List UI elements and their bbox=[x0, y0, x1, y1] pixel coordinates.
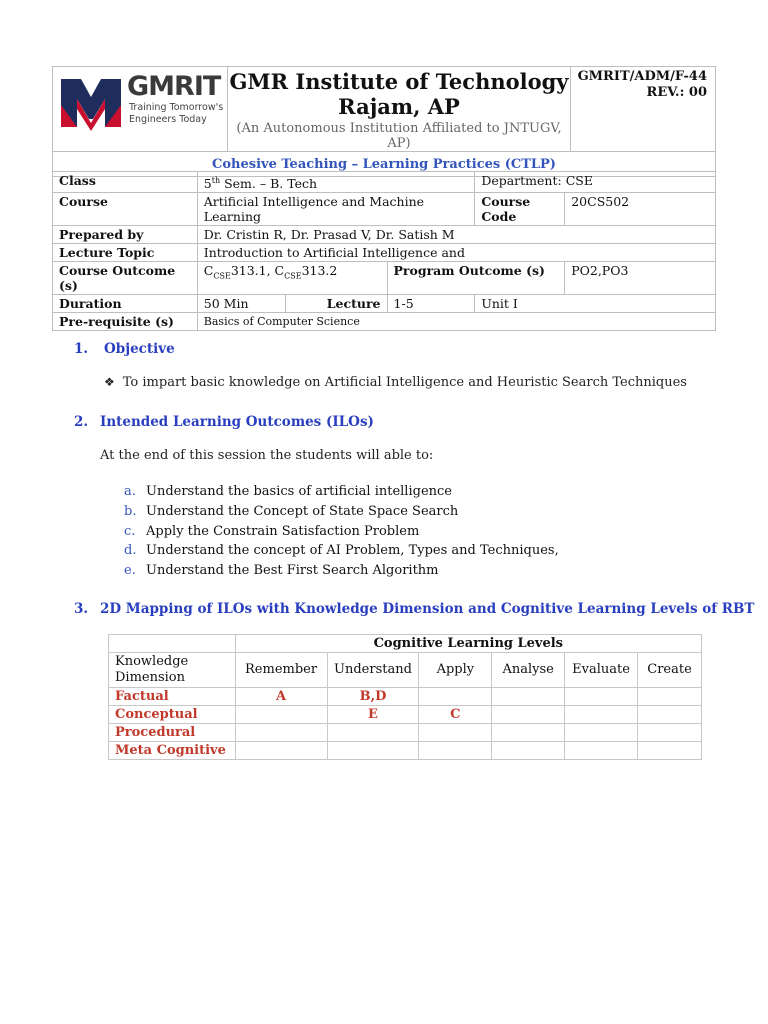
course-info-table bbox=[52, 171, 716, 331]
row-topic bbox=[53, 244, 716, 262]
rbt-cell bbox=[235, 742, 327, 760]
duration-label: Duration bbox=[53, 295, 198, 313]
ilo-letter: a. bbox=[124, 484, 136, 499]
rbt-cell: C bbox=[419, 706, 492, 724]
section-objective-heading bbox=[74, 341, 175, 357]
logo-tagline-line1: Training Tomorrow's bbox=[129, 102, 224, 113]
rbt-row bbox=[109, 688, 702, 706]
ilo-item bbox=[124, 561, 559, 581]
course-code-label: Course Code bbox=[475, 193, 565, 226]
row-class bbox=[53, 172, 716, 193]
co-sub1: CSE bbox=[213, 271, 231, 281]
po-value: PO2,PO3 bbox=[565, 262, 716, 295]
ilo-letter: c. bbox=[124, 523, 136, 539]
rbt-kd-header-line1: Knowledge bbox=[115, 654, 189, 669]
co-v1: 313.1, bbox=[230, 263, 275, 279]
section-ilo-heading bbox=[74, 414, 374, 430]
rbt-cell bbox=[565, 706, 638, 724]
section-ilo-title: Intended Learning Outcomes (ILOs) bbox=[100, 414, 374, 430]
rbt-level-header: Evaluate bbox=[565, 653, 638, 688]
rbt-cell bbox=[638, 688, 702, 706]
institute-name: GMR Institute of Technology bbox=[229, 69, 569, 94]
prepared-label: Prepared by bbox=[53, 226, 198, 244]
rbt-cell bbox=[235, 706, 327, 724]
class-label: Class bbox=[53, 172, 198, 193]
co-sub2: CSE bbox=[284, 271, 302, 281]
rbt-cell bbox=[235, 724, 327, 742]
doc-revision: REV.: 00 bbox=[646, 85, 707, 100]
rbt-cell bbox=[492, 706, 565, 724]
gmrit-logo-icon bbox=[61, 75, 123, 131]
rbt-cell: A bbox=[235, 688, 327, 706]
institute-location: Rajam, AP bbox=[338, 94, 460, 119]
row-course bbox=[53, 193, 716, 226]
topic-value: Introduction to Artificial Intelligence and bbox=[197, 244, 715, 262]
ilo-text: Understand the Best First Search Algorithm bbox=[146, 563, 439, 579]
row-prereq bbox=[53, 313, 716, 331]
course-label: Course bbox=[53, 193, 198, 226]
ilo-item bbox=[124, 541, 559, 561]
department-value: Department: CSE bbox=[475, 172, 716, 193]
section-ilo-number: 2. bbox=[74, 414, 89, 430]
lecture-value: 1-5 bbox=[387, 295, 475, 313]
rbt-cell bbox=[492, 742, 565, 760]
rbt-kd-header-line2: Dimension bbox=[115, 670, 186, 685]
doc-code: GMRIT/ADM/F-44 bbox=[577, 69, 707, 84]
rbt-level-header: Understand bbox=[327, 653, 419, 688]
rbt-cell bbox=[327, 724, 419, 742]
section-objective-number: 1. bbox=[74, 341, 89, 357]
logo-wordmark: GMRIT bbox=[127, 71, 221, 102]
prereq-label: Pre-requisite (s) bbox=[53, 313, 198, 331]
rbt-cell bbox=[638, 724, 702, 742]
objective-text: To impart basic knowledge on Artificial Intelligence and Heuristic Search Techniques bbox=[122, 375, 687, 390]
rbt-cell bbox=[419, 688, 492, 706]
section-mapping-number: 3. bbox=[74, 601, 89, 617]
class-rest: Sem. – B. Tech bbox=[220, 176, 318, 192]
ilo-text: Understand the concept of AI Problem, Types and Techniques, bbox=[146, 543, 559, 559]
rbt-cell bbox=[492, 724, 565, 742]
course-code-value: 20CS502 bbox=[565, 193, 716, 226]
prepared-value: Dr. Cristin R, Dr. Prasad V, Dr. Satish M bbox=[197, 226, 715, 244]
rbt-cell bbox=[565, 688, 638, 706]
ilo-letter: e. bbox=[124, 563, 136, 579]
ilo-list bbox=[124, 482, 559, 581]
row-duration bbox=[53, 295, 716, 313]
objective-text-line bbox=[104, 375, 687, 390]
rbt-cell: B,D bbox=[327, 688, 419, 706]
rbt-cell bbox=[565, 724, 638, 742]
document-header bbox=[52, 66, 716, 177]
rbt-mapping-table bbox=[108, 634, 702, 760]
lecture-label: Lecture bbox=[285, 295, 387, 313]
class-sup: th bbox=[211, 176, 221, 185]
row-prepared bbox=[53, 226, 716, 244]
logo-cell bbox=[53, 67, 228, 152]
prereq-value: Basics of Computer Science bbox=[197, 313, 715, 331]
rbt-row bbox=[109, 724, 702, 742]
rbt-level-header-row bbox=[109, 653, 702, 688]
ilo-text: Understand the Concept of State Space Search bbox=[146, 503, 459, 519]
duration-value: 50 Min bbox=[197, 295, 285, 313]
class-value bbox=[197, 172, 475, 193]
ilo-letter: b. bbox=[124, 503, 137, 519]
rbt-corner-cell bbox=[109, 635, 236, 653]
ilo-item bbox=[124, 482, 559, 502]
rbt-cell bbox=[419, 724, 492, 742]
course-value: Artificial Intelligence and Machine Learning bbox=[197, 193, 475, 226]
ilo-item bbox=[124, 502, 559, 522]
ilo-intro: At the end of this session the students will able to: bbox=[100, 448, 434, 463]
section-objective-title: Objective bbox=[104, 341, 175, 357]
ilo-item bbox=[124, 522, 559, 542]
rbt-kd-header bbox=[109, 653, 236, 688]
doc-code-cell bbox=[571, 67, 716, 152]
rbt-row bbox=[109, 706, 702, 724]
co-c2: C bbox=[274, 263, 285, 279]
class-num: 5 bbox=[203, 176, 212, 192]
section-mapping-title: 2D Mapping of ILOs with Knowledge Dimension and Cognitive Learning Levels of RBT bbox=[100, 601, 755, 617]
rbt-dimension: Procedural bbox=[109, 724, 236, 742]
po-label: Program Outcome (s) bbox=[387, 262, 565, 295]
rbt-cell: E bbox=[327, 706, 419, 724]
rbt-row bbox=[109, 742, 702, 760]
logo-tagline-line2: Engineers Today bbox=[129, 114, 207, 125]
title-cell bbox=[228, 67, 571, 152]
ctlp-title: Cohesive Teaching – Learning Practices (CTLP) bbox=[53, 152, 716, 177]
diamond-bullet-icon: ❖ bbox=[104, 375, 115, 389]
ilo-text: Apply the Constrain Satisfaction Problem bbox=[146, 523, 420, 539]
row-outcomes bbox=[53, 262, 716, 295]
rbt-dimension: Factual bbox=[109, 688, 236, 706]
rbt-level-header: Analyse bbox=[492, 653, 565, 688]
co-v2: 313.2 bbox=[301, 263, 338, 279]
ilo-letter: d. bbox=[124, 543, 137, 559]
co-c1: C bbox=[203, 263, 214, 279]
rbt-cell bbox=[638, 706, 702, 724]
topic-label: Lecture Topic bbox=[53, 244, 198, 262]
unit-value: Unit I bbox=[475, 295, 716, 313]
logo-tagline bbox=[129, 102, 223, 126]
rbt-level-header: Remember bbox=[235, 653, 327, 688]
institute-affiliation: (An Autonomous Institution Affiliated to JNTUGV, AP) bbox=[236, 121, 562, 151]
rbt-cell bbox=[419, 742, 492, 760]
rbt-group-header-row bbox=[109, 635, 702, 653]
rbt-cell bbox=[638, 742, 702, 760]
co-label: Course Outcome (s) bbox=[53, 262, 198, 295]
rbt-dimension: Meta Cognitive bbox=[109, 742, 236, 760]
co-value bbox=[197, 262, 387, 295]
rbt-dimension: Conceptual bbox=[109, 706, 236, 724]
ilo-text: Understand the basics of artificial intelligence bbox=[146, 484, 452, 499]
rbt-level-header: Apply bbox=[419, 653, 492, 688]
section-mapping-heading bbox=[74, 601, 754, 617]
rbt-level-header: Create bbox=[638, 653, 702, 688]
rbt-cell bbox=[327, 742, 419, 760]
rbt-cell bbox=[492, 688, 565, 706]
rbt-group-header: Cognitive Learning Levels bbox=[235, 635, 701, 653]
rbt-cell bbox=[565, 742, 638, 760]
